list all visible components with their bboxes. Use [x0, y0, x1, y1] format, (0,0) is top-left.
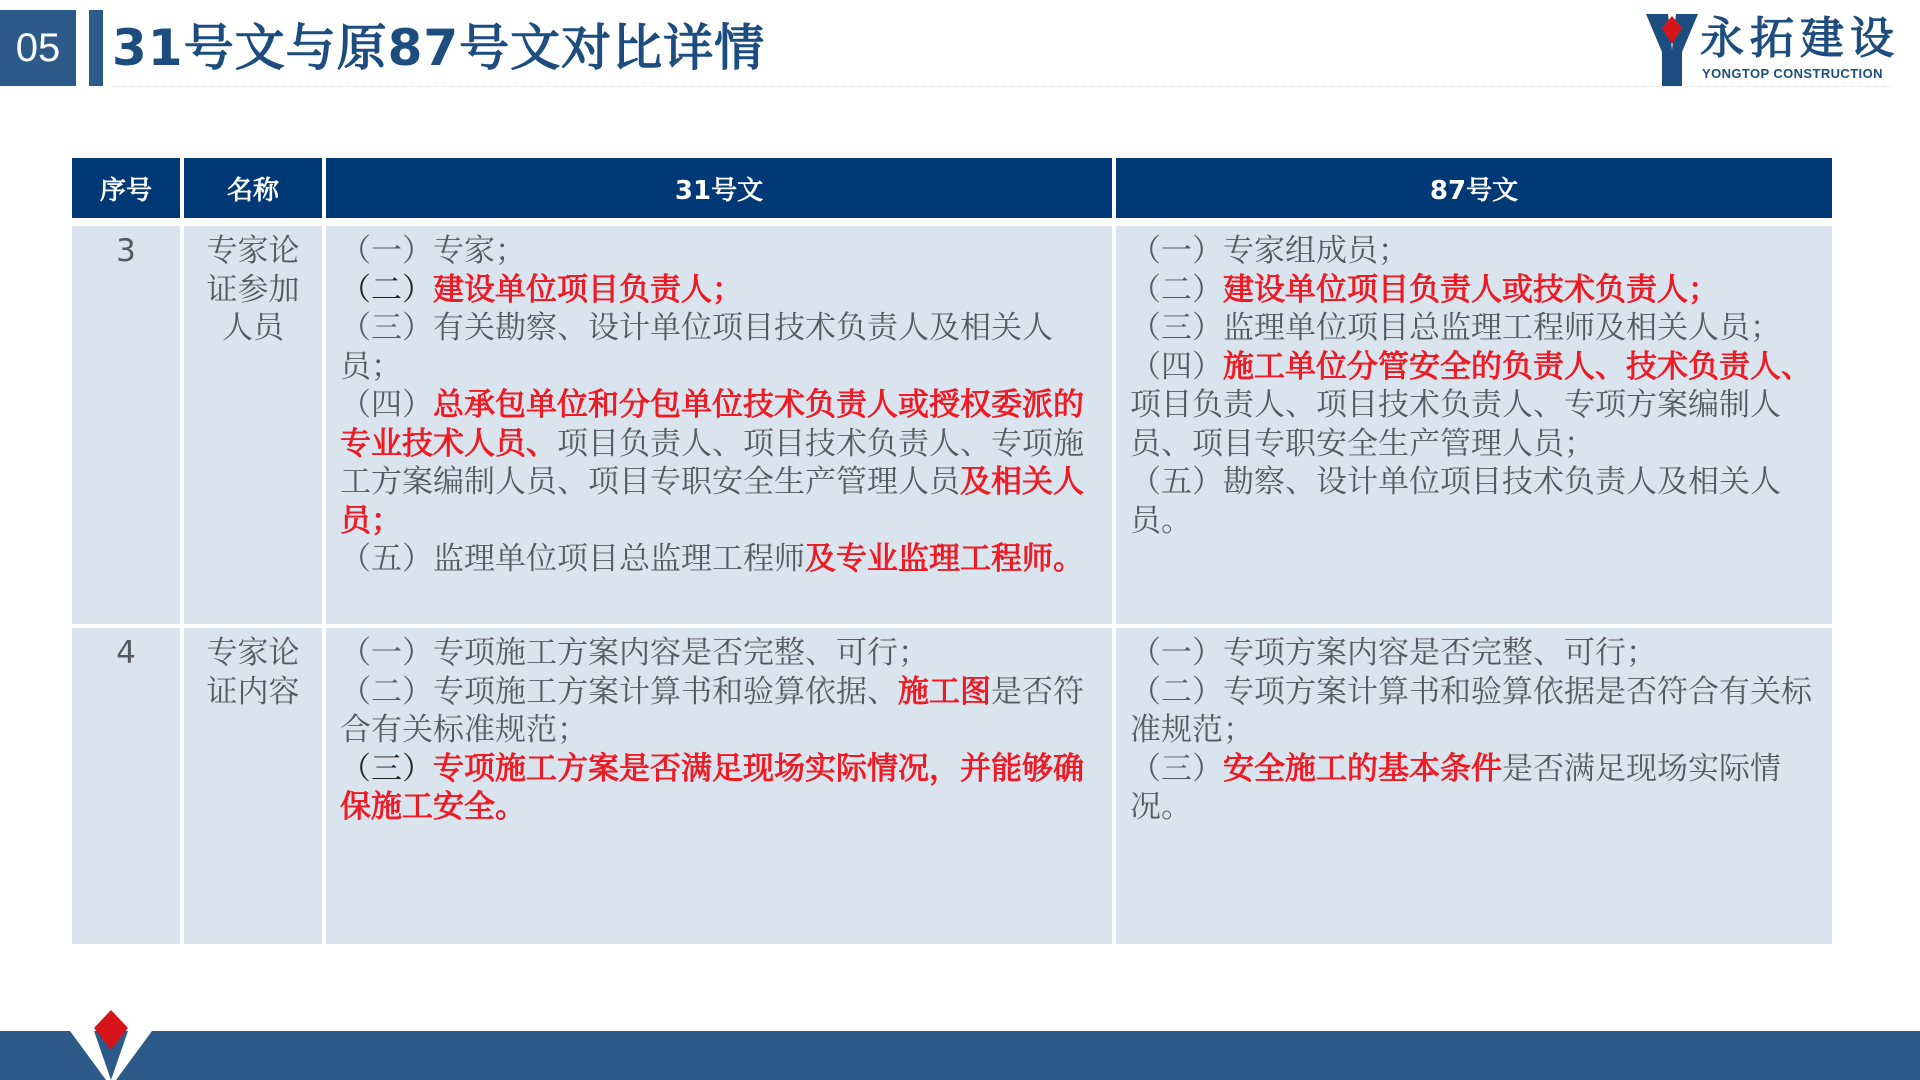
row-name: 专家论证参加人员	[184, 226, 322, 624]
highlighted-text: 施工单位分管安全的负责人、技术负责人、	[1223, 348, 1812, 385]
cell-line	[1130, 673, 1820, 750]
footer-logo-mark-icon	[70, 1010, 152, 1080]
cell-line	[1130, 232, 1820, 271]
text-run: 是否满足现场实际情况。	[1130, 750, 1781, 825]
cell-line	[340, 309, 1100, 386]
section-number: 05	[0, 10, 76, 86]
highlighted-text: 专项施工方案是否满足现场实际情况，并能够确保施工安全。	[340, 750, 1084, 825]
footer-band	[0, 1031, 1920, 1080]
company-logo	[1644, 8, 1914, 88]
cell-line	[1130, 271, 1820, 310]
comparison-table	[68, 154, 1836, 948]
doc87-content	[1116, 628, 1832, 944]
row-index: 4	[72, 628, 180, 944]
text-run: （四）	[340, 387, 433, 423]
title-accent-bar	[89, 10, 103, 86]
text-run: （二）专项方案计算书和验算依据是否符合有关标准规范；	[1130, 673, 1812, 748]
text-run: （三）	[1130, 750, 1223, 787]
highlighted-text: 建设单位项目负责人；	[433, 271, 743, 308]
cell-line	[340, 386, 1100, 540]
cell-line	[340, 271, 1100, 310]
cell-line	[340, 634, 1100, 673]
text-run: （三）有关勘察、设计单位项目技术负责人及相关人员；	[340, 310, 1053, 385]
text-run: 是否符合有关标准规范；	[340, 673, 1084, 748]
cell-line	[340, 673, 1100, 750]
text-run: 项目负责人、项目技术负责人、专项施工方案编制人员、项目专职安全生产管理人员	[340, 425, 1084, 500]
logo-english-name: YONGTOP CONSTRUCTION	[1702, 66, 1883, 81]
doc31-content	[326, 628, 1112, 944]
cell-line	[340, 750, 1100, 827]
doc87-content	[1116, 226, 1832, 624]
table-row	[72, 628, 1832, 944]
cell-line	[340, 232, 1100, 271]
text-run: （四）	[1130, 348, 1223, 385]
highlighted-text: 建设单位项目负责人或技术负责人；	[1223, 271, 1719, 308]
logo-mark-icon	[1644, 10, 1700, 86]
highlighted-text: 施工图	[898, 673, 991, 710]
header-doc87: 87号文	[1116, 158, 1832, 218]
row-name: 专家论证内容	[184, 628, 322, 944]
text-run: （一）专项方案内容是否完整、可行；	[1130, 635, 1657, 671]
highlighted-text: 及相关人员；	[340, 464, 1084, 539]
cell-line	[1130, 634, 1820, 673]
text-run: （二）专项施工方案计算书和验算依据、	[340, 673, 898, 710]
text-run: （一）专家组成员；	[1130, 233, 1409, 269]
doc31-content	[326, 226, 1112, 624]
text-run: （三）监理单位项目总监理工程师及相关人员；	[1130, 310, 1781, 346]
text-run: （二）	[340, 271, 433, 308]
text-run: （五）勘察、设计单位项目技术负责人及相关人员。	[1130, 464, 1781, 539]
text-run: 项目负责人、项目技术负责人、专项方案编制人员、项目专职安全生产管理人员；	[1130, 387, 1781, 462]
row-index: 3	[72, 226, 180, 624]
text-run: （一）专家；	[340, 233, 526, 269]
text-run: （五）监理单位项目总监理工程师	[340, 541, 805, 577]
cell-line	[1130, 750, 1820, 827]
cell-line	[340, 540, 1100, 579]
cell-line	[1130, 463, 1820, 540]
cell-line	[1130, 348, 1820, 464]
header-index: 序号	[72, 158, 180, 218]
header-doc31: 31号文	[326, 158, 1112, 218]
page-title: 31号文与原87号文对比详情	[112, 19, 766, 77]
header-divider	[112, 86, 1892, 87]
text-run: （二）	[1130, 271, 1223, 308]
highlighted-text: 安全施工的基本条件	[1223, 750, 1502, 787]
text-run: （一）专项施工方案内容是否完整、可行；	[340, 635, 929, 671]
text-run: （三）	[340, 750, 433, 787]
cell-line	[1130, 309, 1820, 348]
table-row	[72, 226, 1832, 624]
highlighted-text: 及专业监理工程师。	[805, 541, 1084, 577]
logo-chinese-name: 永拓建设	[1700, 13, 1900, 64]
header-name: 名称	[184, 158, 322, 218]
highlighted-text: 总承包单位和分包单位技术负责人或授权委派的专业技术人员、	[340, 387, 1084, 462]
table-header-row	[72, 158, 1832, 218]
